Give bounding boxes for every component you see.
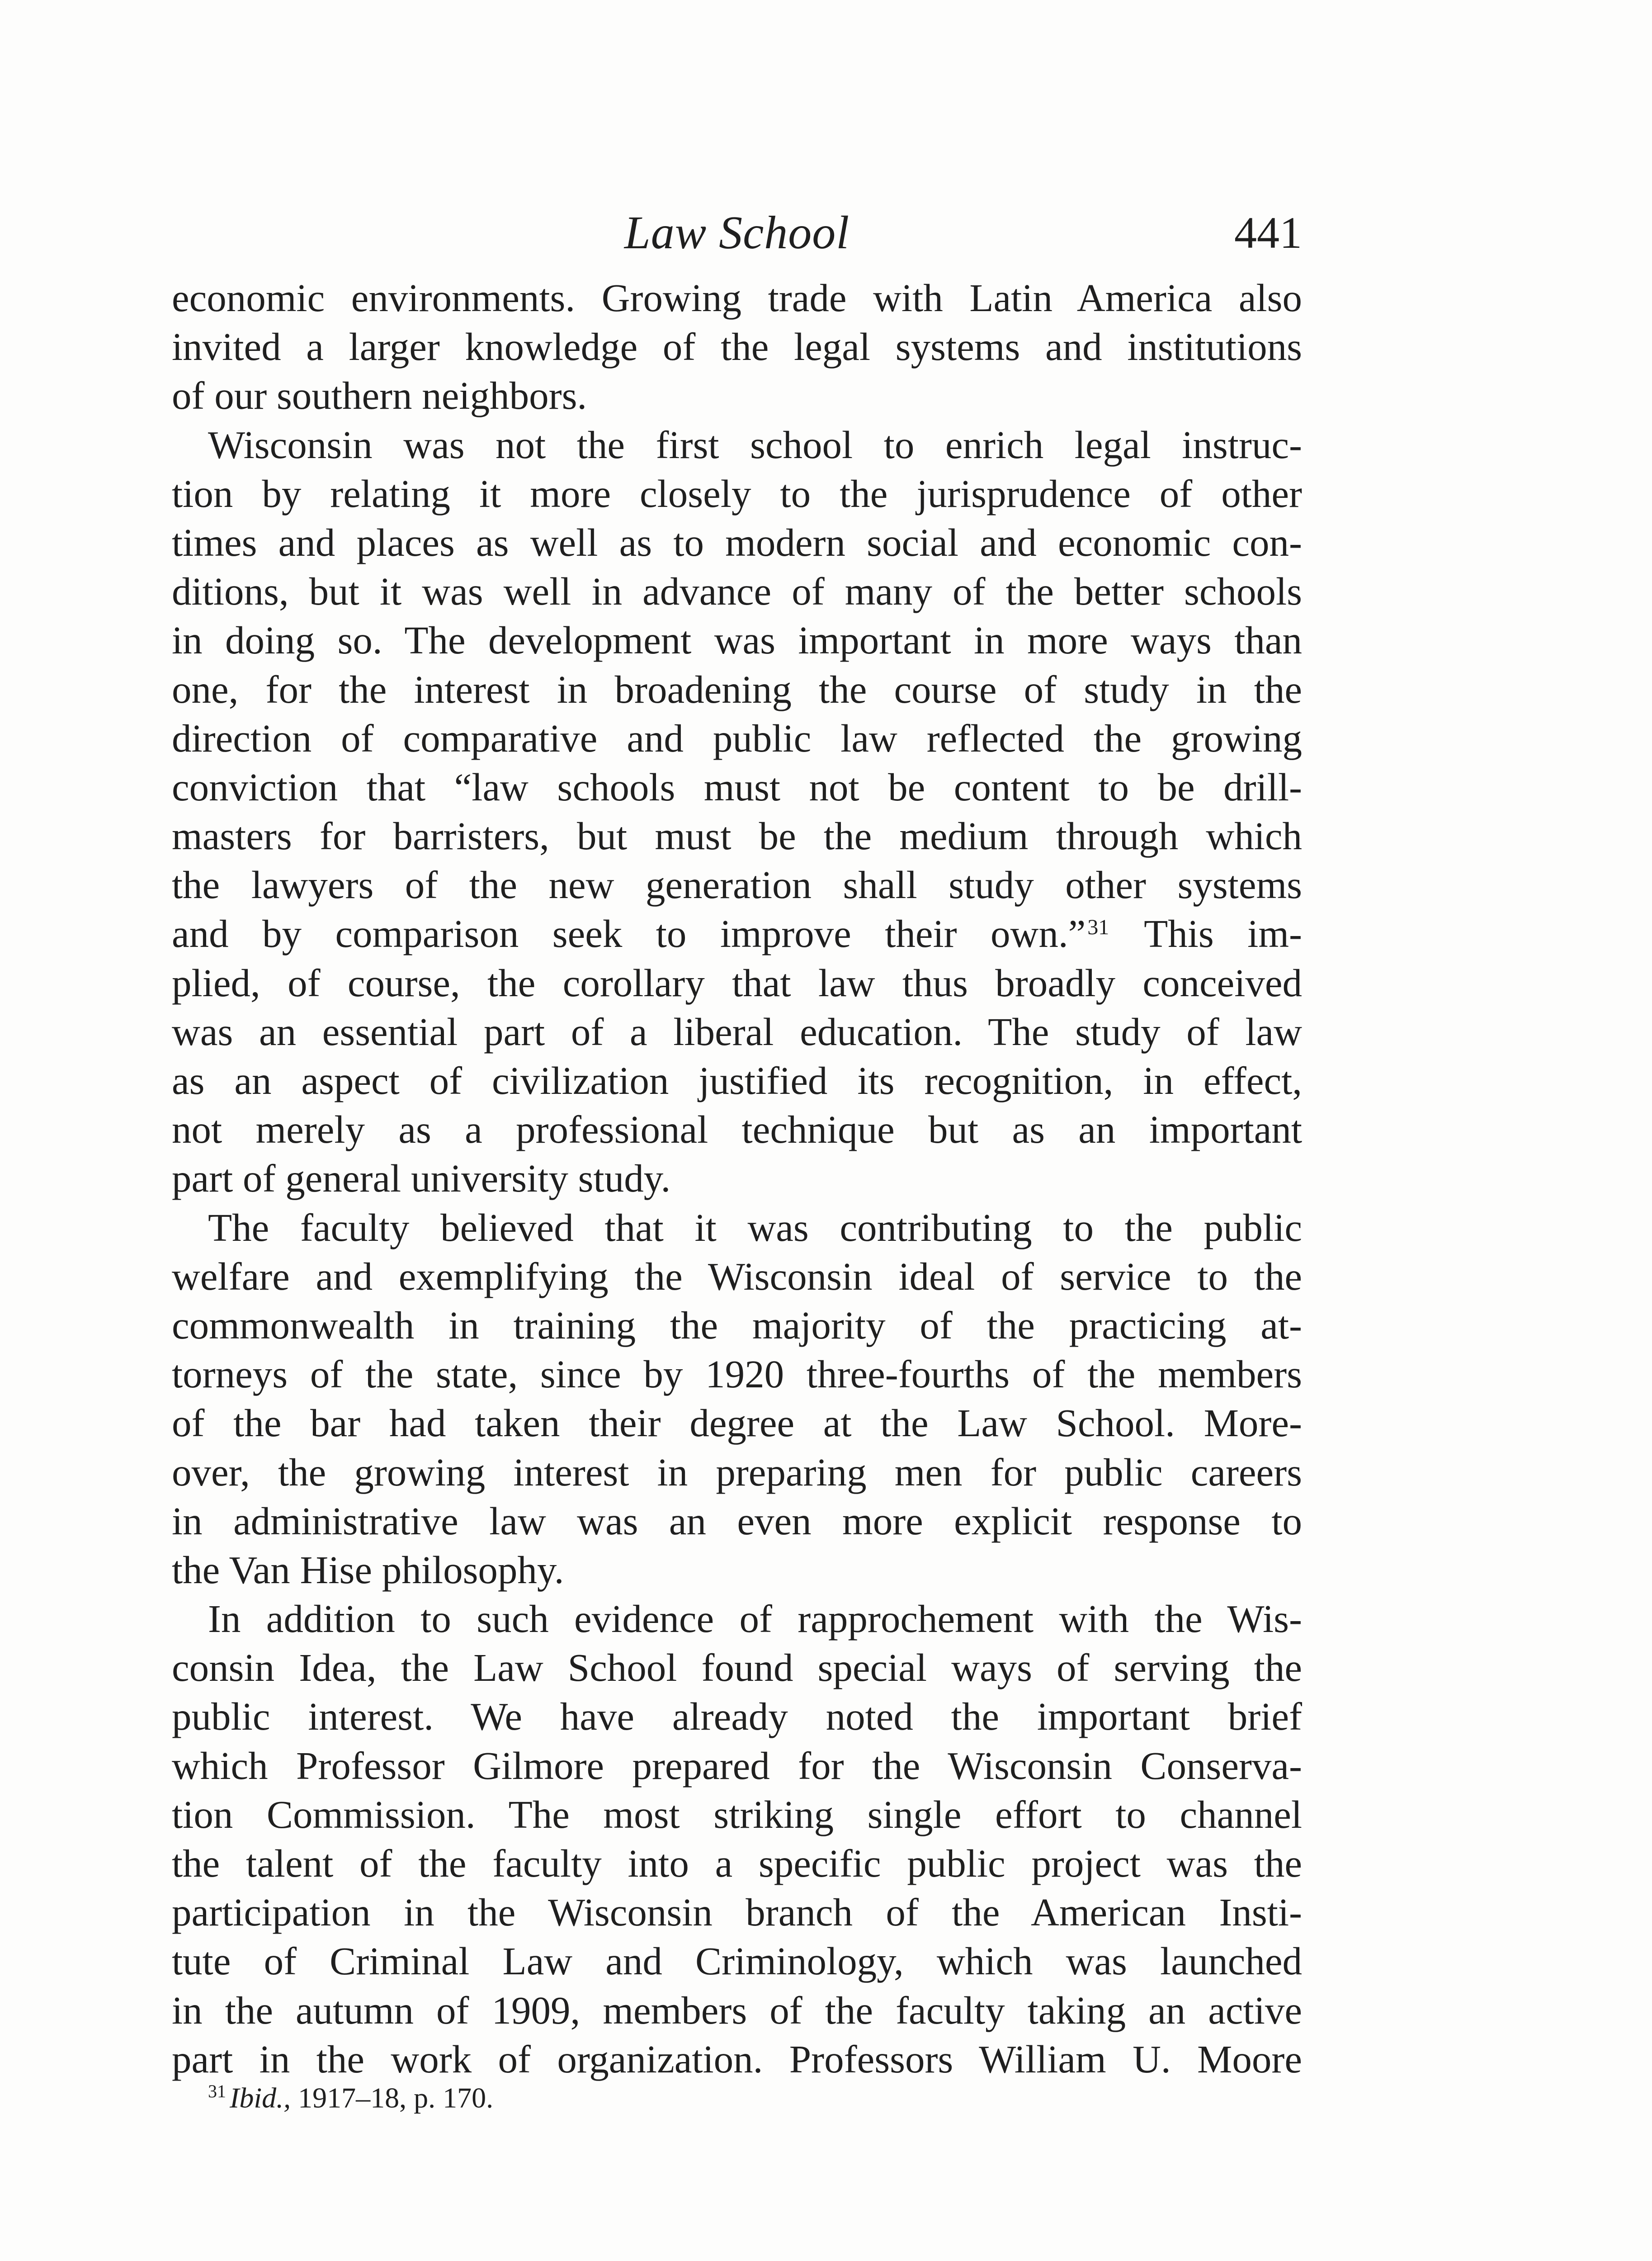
running-title: Law School bbox=[624, 207, 850, 259]
text-line-with-footnote-ref bbox=[172, 909, 1302, 958]
running-head bbox=[172, 199, 1302, 267]
text-line: commonwealth in training the majority of the practicing at- bbox=[172, 1303, 1302, 1347]
text-line: times and places as well as to modern social and economic con- bbox=[172, 520, 1302, 564]
text-line: ditions, but it was well in advance of many of the better schools bbox=[172, 569, 1302, 614]
text-line: in the autumn of 1909, members of the faculty taking an active bbox=[172, 1988, 1302, 2032]
text-line: Wisconsin was not the first school to enrich legal instruc- bbox=[208, 422, 1302, 467]
text-line: The faculty believed that it was contributing to the public bbox=[208, 1205, 1302, 1249]
text-line: tute of Criminal Law and Criminology, which was launched bbox=[172, 1939, 1302, 1983]
footnote-text: 1917–18, p. 170. bbox=[298, 2081, 494, 2114]
text-line: in administrative law was an even more explicit response to bbox=[172, 1499, 1302, 1543]
text-line: public interest. We have already noted the important brief bbox=[172, 1694, 1302, 1739]
footnote-mark: 31 bbox=[208, 2081, 226, 2101]
footnote-ibid: Ibid., bbox=[230, 2081, 291, 2114]
text-line: not merely as a professional technique but as an important bbox=[172, 1107, 1302, 1152]
text-line: of our southern neighbors. bbox=[172, 374, 587, 418]
text-segment: This im- bbox=[1144, 912, 1302, 956]
text-line: in doing so. The development was important in more ways than bbox=[172, 618, 1302, 662]
page-number: 441 bbox=[1234, 208, 1302, 258]
text-line: conviction that “law schools must not be content to be drill- bbox=[172, 765, 1302, 809]
text-line: economic environments. Growing trade with Latin America also bbox=[172, 276, 1302, 320]
text-line: over, the growing interest in preparing men for public careers bbox=[172, 1450, 1302, 1494]
text-line: tion by relating it more closely to the jurisprudence of other bbox=[172, 471, 1302, 516]
text-segment: and by comparison seek to improve their own.” bbox=[172, 912, 1086, 956]
text-line: masters for barristers, but must be the medium through which bbox=[172, 814, 1302, 858]
footnote bbox=[208, 2069, 1112, 2120]
text-line: part in the work of organization. Professors William U. Moore bbox=[172, 2037, 1302, 2081]
text-line: as an aspect of civilization justified its recognition, in effect, bbox=[172, 1059, 1302, 1102]
text-line: plied, of course, the corollary that law thus broadly conceived bbox=[172, 960, 1302, 1005]
text-line: consin Idea, the Law School found special ways of serving the bbox=[172, 1646, 1302, 1690]
body-text bbox=[172, 274, 1302, 2084]
text-line: the talent of the faculty into a specific public project was the bbox=[172, 1841, 1302, 1885]
text-line: direction of comparative and public law reflected the growing bbox=[172, 716, 1302, 760]
text-line: participation in the Wisconsin branch of the American Insti- bbox=[172, 1890, 1302, 1935]
text-line: tion Commission. The most striking single effort to channel bbox=[172, 1792, 1302, 1836]
text-line: the lawyers of the new generation shall study other systems bbox=[172, 863, 1302, 907]
text-line: one, for the interest in broadening the course of study in the bbox=[172, 667, 1302, 711]
text-line: the Van Hise philosophy. bbox=[172, 1547, 564, 1592]
text-line: which Professor Gilmore prepared for the Wisconsin Conserva- bbox=[172, 1743, 1302, 1788]
text-line: torneys of the state, since by 1920 three-fourths of the members bbox=[172, 1352, 1302, 1396]
text-line: of the bar had taken their degree at the Law School. More- bbox=[172, 1401, 1302, 1445]
text-line: welfare and exemplifying the Wisconsin ideal of service to the bbox=[172, 1254, 1302, 1298]
text-line: part of general university study. bbox=[172, 1156, 671, 1201]
text-line: was an essential part of a liberal education. The study of law bbox=[172, 1009, 1302, 1054]
text-line: In addition to such evidence of rapprochement with the Wis- bbox=[208, 1597, 1302, 1641]
text-line: invited a larger knowledge of the legal systems and institutions bbox=[172, 325, 1302, 369]
footnote-reference: 31 bbox=[1087, 915, 1109, 940]
